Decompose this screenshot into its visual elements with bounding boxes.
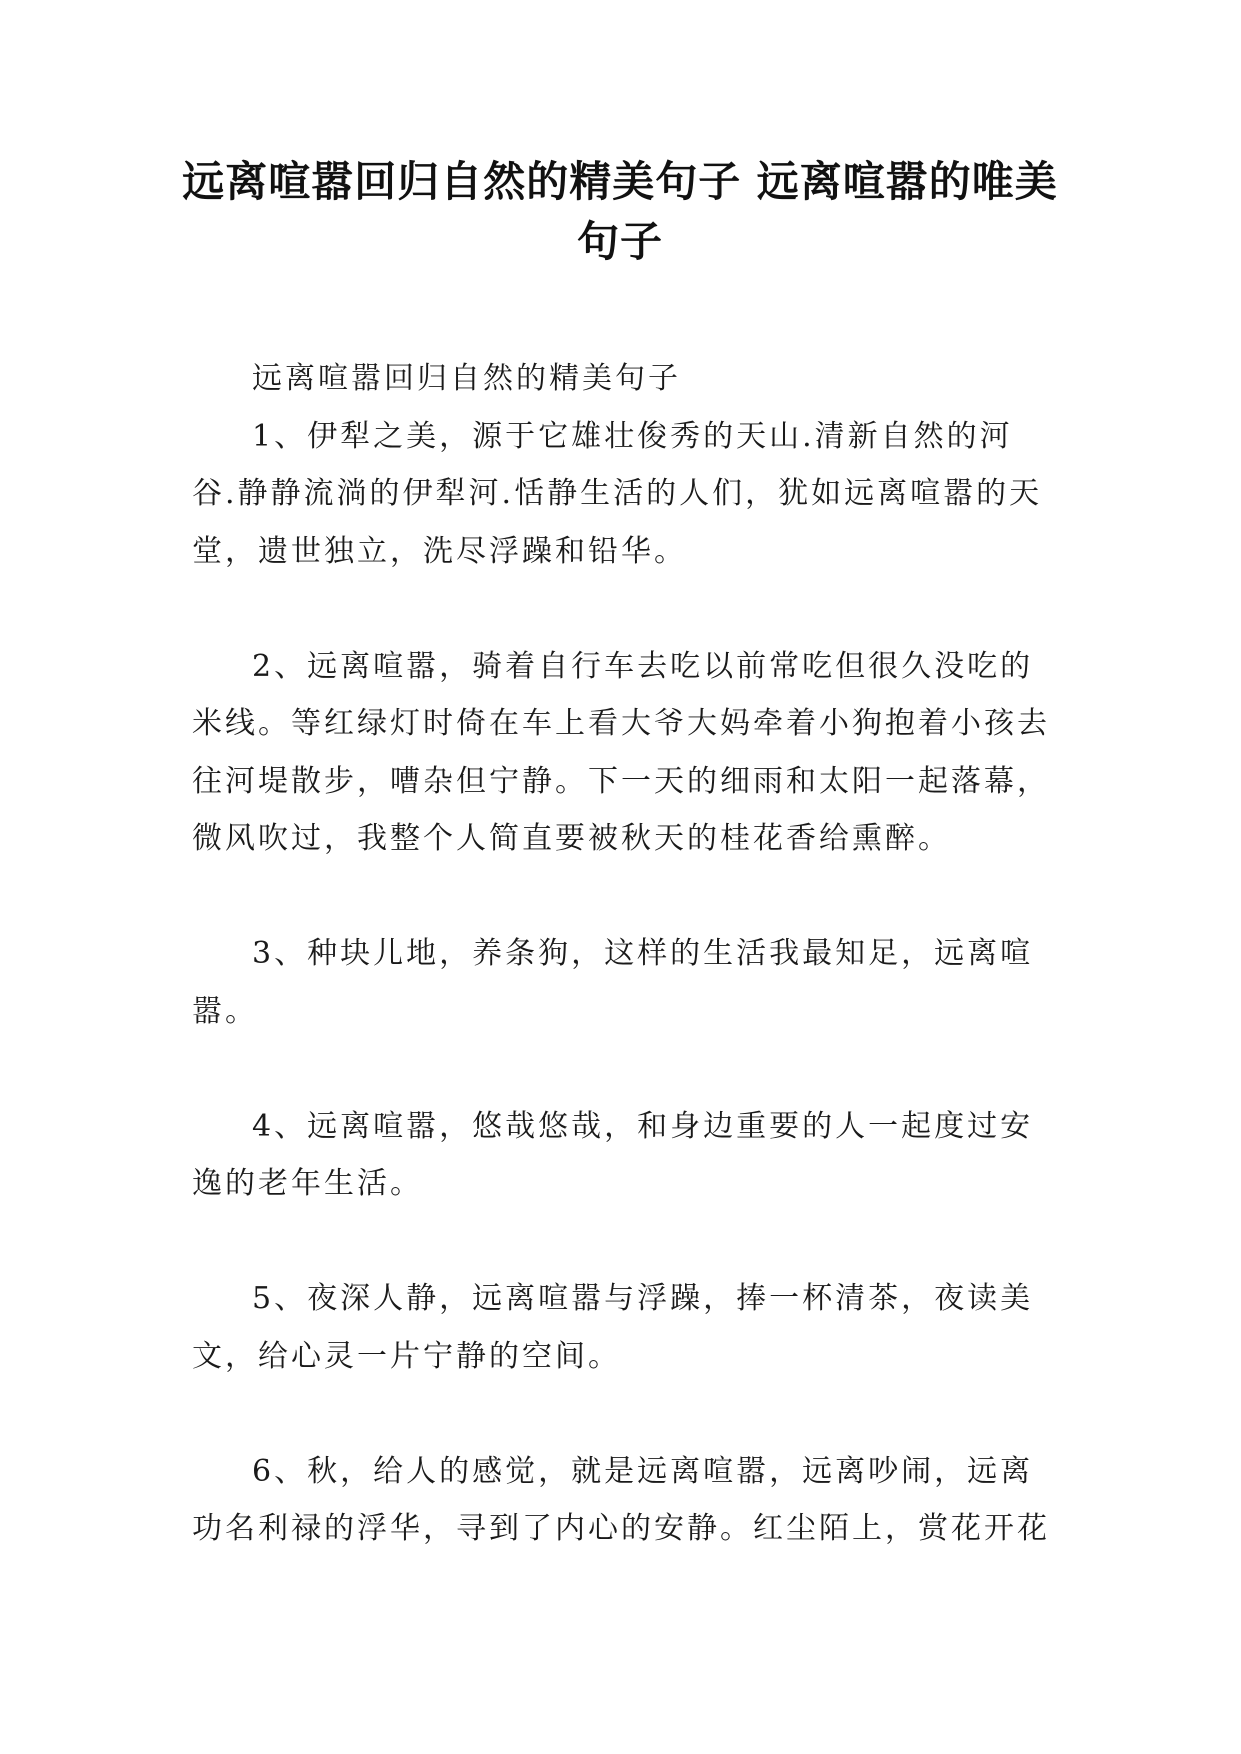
paragraph-4: 4、远离喧嚣，悠哉悠哉，和身边重要的人一起度过安逸的老年生活。 — [192, 1108, 1034, 1201]
paragraph-6: 6、秋，给人的感觉，就是远离喧嚣，远离吵闹，远离功名利禄的浮华，寻到了内心的安静。红尘陌上，赏花开花 — [192, 1453, 1050, 1546]
document-title: 远离喧嚣回归自然的精美句子 远离喧嚣的唯美句子 — [182, 157, 1058, 266]
paragraph-1: 1、伊犁之美，源于它雄壮俊秀的天山.清新自然的河谷.静静流淌的伊犁河.恬静生活的人们，犹如远离喧嚣的天堂，遗世独立，洗尽浮躁和铅华。 — [192, 418, 1043, 569]
subheading: 远离喧嚣回归自然的精美句子 — [252, 361, 681, 396]
document-body — [192, 350, 1054, 1558]
paragraph-5: 5、夜深人静，远离喧嚣与浮躁，捧一杯清茶，夜读美文，给心灵一片宁静的空间。 — [192, 1281, 1034, 1374]
paragraph-2: 2、远离喧嚣，骑着自行车去吃以前常吃但很久没吃的米线。等红绿灯时倚在车上看大爷大妈牵着小狗抱着小孩去往河堤散步，嘈杂但宁静。下一天的细雨和太阳一起落幕，微风吹过，我整个人简直要被秋天的桂花香给熏醉。 — [192, 648, 1050, 856]
paragraph-3: 3、种块儿地，养条狗，这样的生活我最知足，远离喧嚣。 — [192, 936, 1034, 1029]
